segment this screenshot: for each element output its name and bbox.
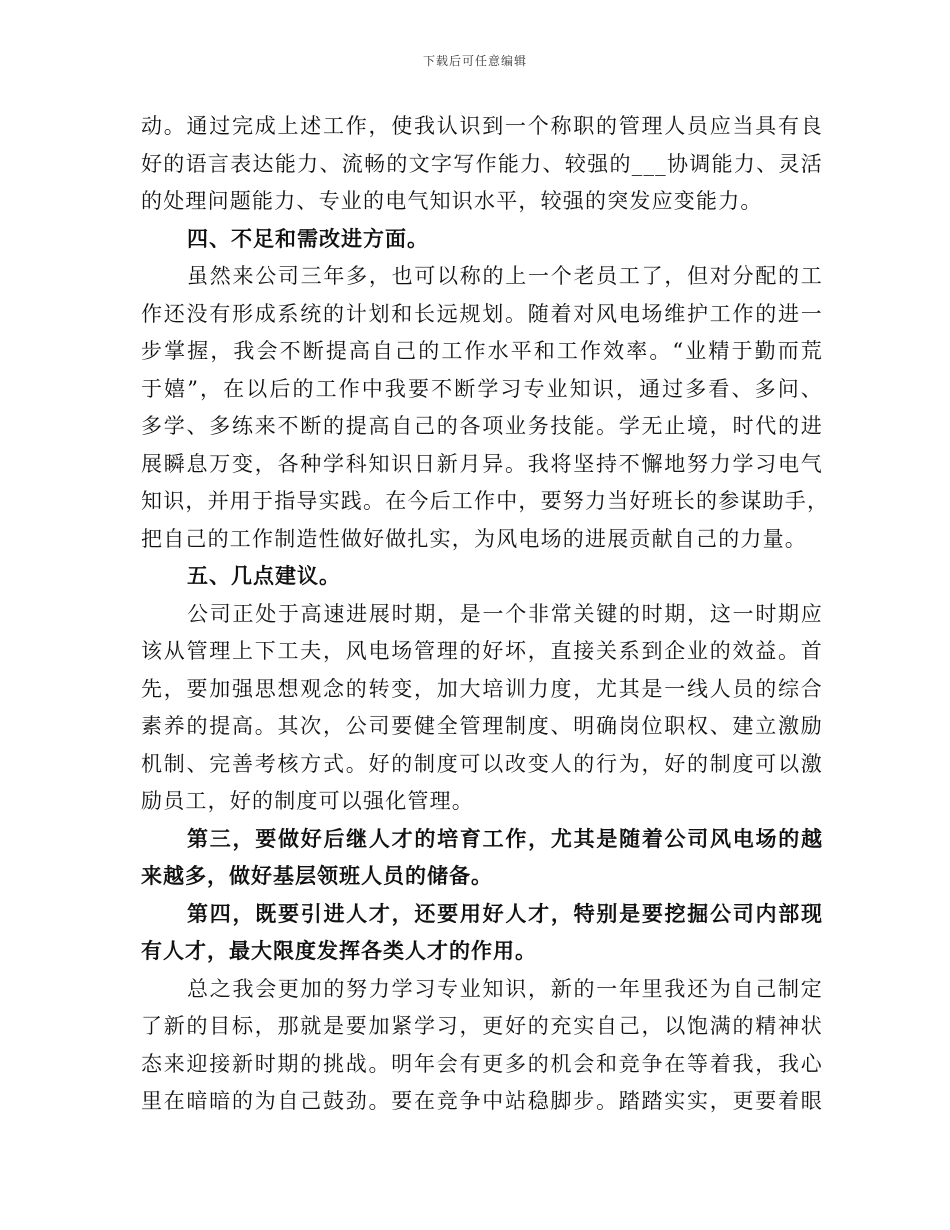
section-heading-five	[141, 558, 823, 596]
paragraph-summary	[141, 971, 823, 1121]
text-line: 了新的目标，那就是要加紧学习，更好的充实自己，以饱满的精神状	[141, 1014, 823, 1038]
text-line: 第三，要做好后继人才的培育工作，尤其是随着公司风电场的越	[187, 826, 823, 851]
text-line: 知识，并用于指导实践。在今后工作中，要努力当好班长的参谋助手，	[141, 489, 830, 513]
text-line: 的处理问题能力、专业的电气知识水平，较强的突发应变能力。	[141, 189, 763, 213]
section-heading-four	[141, 221, 823, 259]
document-body	[141, 108, 830, 1121]
text-line: 有人才，最大限度发挥各类人才的作用。	[141, 939, 537, 963]
text-line: 态来迎接新时期的挑战。明年会有更多的机会和竞争在等着我，我心	[141, 1051, 823, 1076]
paragraph-third-point	[141, 821, 823, 896]
text-line: 第四，既要引进人才，还要用好人才，特别是要挖掘公司内部现	[187, 901, 823, 926]
text-line: 把自己的工作制造性做好做扎实，为风电场的进展贡献自己的力量。	[141, 526, 807, 551]
page-header: 下载后可任意编辑	[422, 54, 527, 68]
heading-text: 四、不足和需改进方面。	[187, 226, 429, 251]
text-line: 素养的提高。其次，公司要健全管理制度、明确岗位职权、建立激励	[141, 714, 823, 738]
text-line: 虽然来公司三年多，也可以称的上一个老员工了，但对分配的工	[187, 264, 823, 288]
paragraph-intro	[141, 108, 823, 221]
text-line: 来越多，做好基层领班人员的储备。	[141, 864, 493, 888]
paragraph-suggestions	[141, 596, 823, 821]
text-line: 机制、完善考核方式。好的制度可以改变人的行为，好的制度可以激	[141, 751, 823, 776]
text-line: 公司正处于高速进展时期，是一个非常关键的时期，这一时期应	[187, 601, 823, 626]
paragraph-fourth-point	[141, 896, 823, 971]
text-line: 里在暗暗的为自己鼓劲。要在竞争中站稳脚步。踏踏实实，更要着眼	[141, 1089, 823, 1113]
paragraph-shortcomings	[141, 258, 830, 558]
text-line: 先，要加强思想观念的转变，加大培训力度，尤其是一线人员的综合	[141, 676, 823, 701]
text-line: 多学、多练来不断的提高自己的各项业务技能。学无止境，时代的进	[141, 414, 823, 438]
text-line: 展瞬息万变，各种学科知识日新月异。我将坚持不懈地努力学习电气	[141, 451, 823, 476]
text-line: 作还没有形成系统的计划和长远规划。随着对风电场维护工作的进一	[141, 301, 823, 326]
text-line: 该从管理上下工夫，风电场管理的好坏，直接关系到企业的效益。首	[141, 639, 823, 663]
heading-text: 五、几点建议。	[187, 564, 341, 588]
text-line: 动。通过完成上述工作，使我认识到一个称职的管理人员应当具有良	[141, 114, 823, 138]
text-line: 励员工，好的制度可以强化管理。	[141, 789, 474, 813]
text-line: 总之我会更加的努力学习专业知识，新的一年里我还为自己制定	[187, 976, 823, 1001]
text-line: 于嬉”，在以后的工作中我要不断学习专业知识，通过多看、多问、	[141, 376, 823, 401]
text-line: 好的语言表达能力、流畅的文字写作能力、较强的___协调能力、灵活	[141, 151, 823, 176]
text-line: 步掌握，我会不断提高自己的工作水平和工作效率。“业精于勤而荒	[141, 339, 823, 363]
